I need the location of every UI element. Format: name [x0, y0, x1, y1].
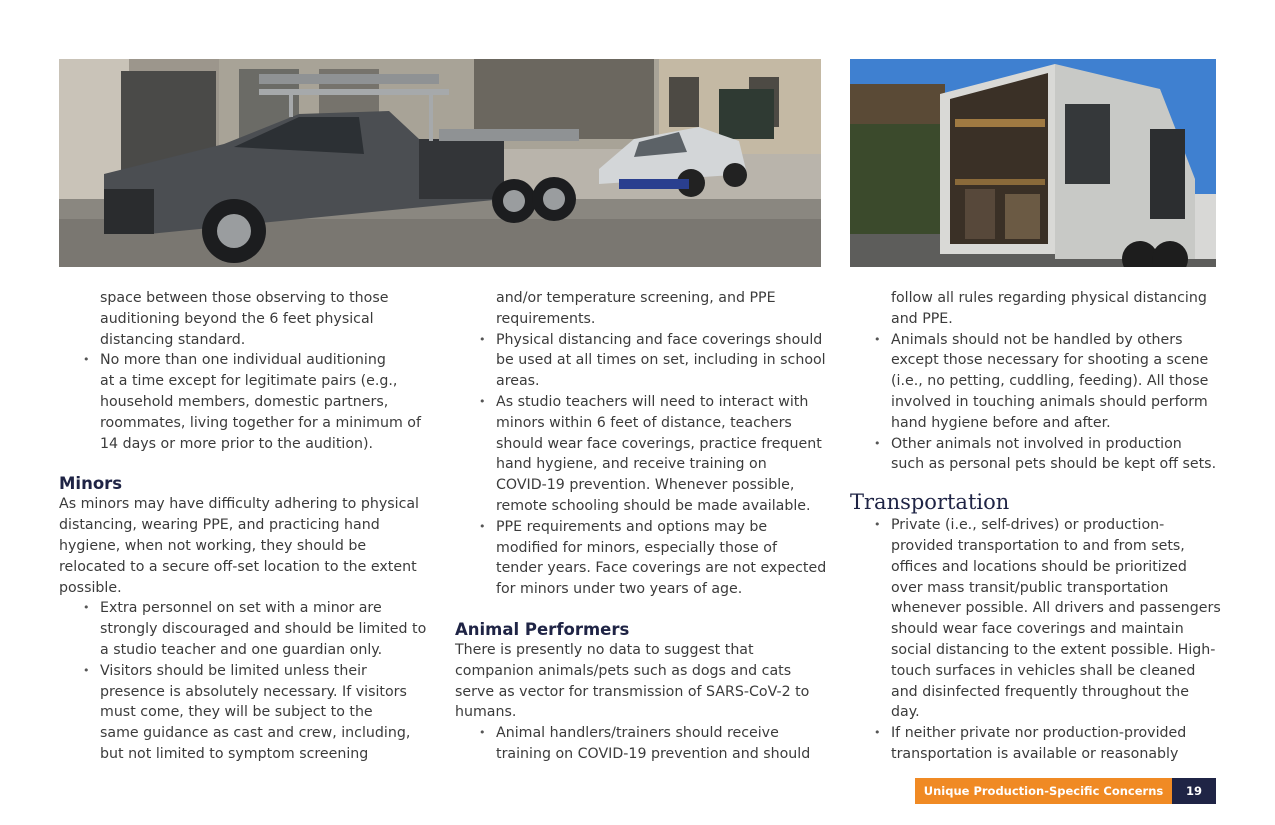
- bullet-audition-limit: • No more than one individual auditioning at a time except for legitimate pairs (e.g., household members, domestic partners, roommates, living together for a minimum of 14 days or more prior to the audition).: [59, 350, 429, 454]
- heading-animal-performers: Animal Performers: [455, 619, 630, 639]
- minors-paragraph: As minors may have difficulty adhering to physical distancing, wearing PPE, and practicing hand hygiene, when not working, they should be relocated to a secure off-set location to the extent possible.: [59, 496, 420, 596]
- heading-transportation: Transportation: [850, 490, 1010, 515]
- section-label: Unique Production-Specific Concerns: [915, 778, 1172, 804]
- visitors-continuation: and/or temperature screening, and PPE requirements.: [496, 290, 776, 327]
- bullet-extra-personnel: • Extra personnel on set with a minor are strongly discouraged and should be limited to a studio teacher and one guardian only.: [59, 598, 429, 660]
- bullet-studio-teachers: • As studio teachers will need to interact with minors within 6 feet of distance, teachers should wear face coverings, practice frequent hand hygiene, and receive training on COVID-19 prevention. Whenever possible, remote schooling should be made available.: [455, 392, 827, 517]
- bullet-visitors: • Visitors should be limited unless their presence is absolutely necessary. If visitors must come, they will be subject to the same guidance as cast and crew, including, but not limited to symptom screening: [59, 661, 429, 765]
- page-number: 19: [1172, 778, 1216, 804]
- bullet-ppe-minors: • PPE requirements and options may be modified for minors, especially those of tender years. Face coverings are not expected for minors under two years of age.: [455, 517, 827, 600]
- page-footer: [915, 778, 1216, 804]
- bullet-animal-handling: • Animals should not be handled by others except those necessary for shooting a scene (i.e., no petting, cuddling, feeding). All those involved in touching animals should perform hand hygiene before and after.: [850, 330, 1222, 434]
- grip-truck-photo: [850, 59, 1216, 267]
- audition-continuation: space between those observing to those auditioning beyond the 6 feet physical distancing standard.: [100, 290, 389, 348]
- text-column-3: [850, 288, 1222, 765]
- bullet-neither-transport: • If neither private nor production-provided transportation is available or reasonably: [850, 723, 1222, 765]
- text-column-2: [455, 288, 827, 765]
- camera-truck-photo: [59, 59, 821, 267]
- bullet-private-transport: • Private (i.e., self-drives) or production- provided transportation to and from sets, offices and locations should be prioritized over mass transit/public transportation whenever possible. All drivers and passengers should wear face coverings and maintain social distancing to the extent possible. High- touch surfaces in vehicles shall be cleaned and disinfected frequently throughout the day.: [850, 515, 1222, 723]
- text-column-1: [59, 288, 429, 765]
- bullet-other-animals: • Other animals not involved in production such as personal pets should be kept off sets.: [850, 434, 1222, 476]
- bullet-animal-handlers: • Animal handlers/trainers should receive training on COVID-19 prevention and should: [455, 723, 827, 765]
- handlers-continuation: follow all rules regarding physical distancing and PPE.: [891, 290, 1207, 327]
- animals-paragraph: There is presently no data to suggest that companion animals/pets such as dogs and cats serve as vector for transmission of SARS-CoV-2 to humans.: [455, 641, 810, 721]
- bullet-distancing-school: • Physical distancing and face coverings should be used at all times on set, including in school areas.: [455, 330, 827, 392]
- heading-minors: Minors: [59, 474, 123, 494]
